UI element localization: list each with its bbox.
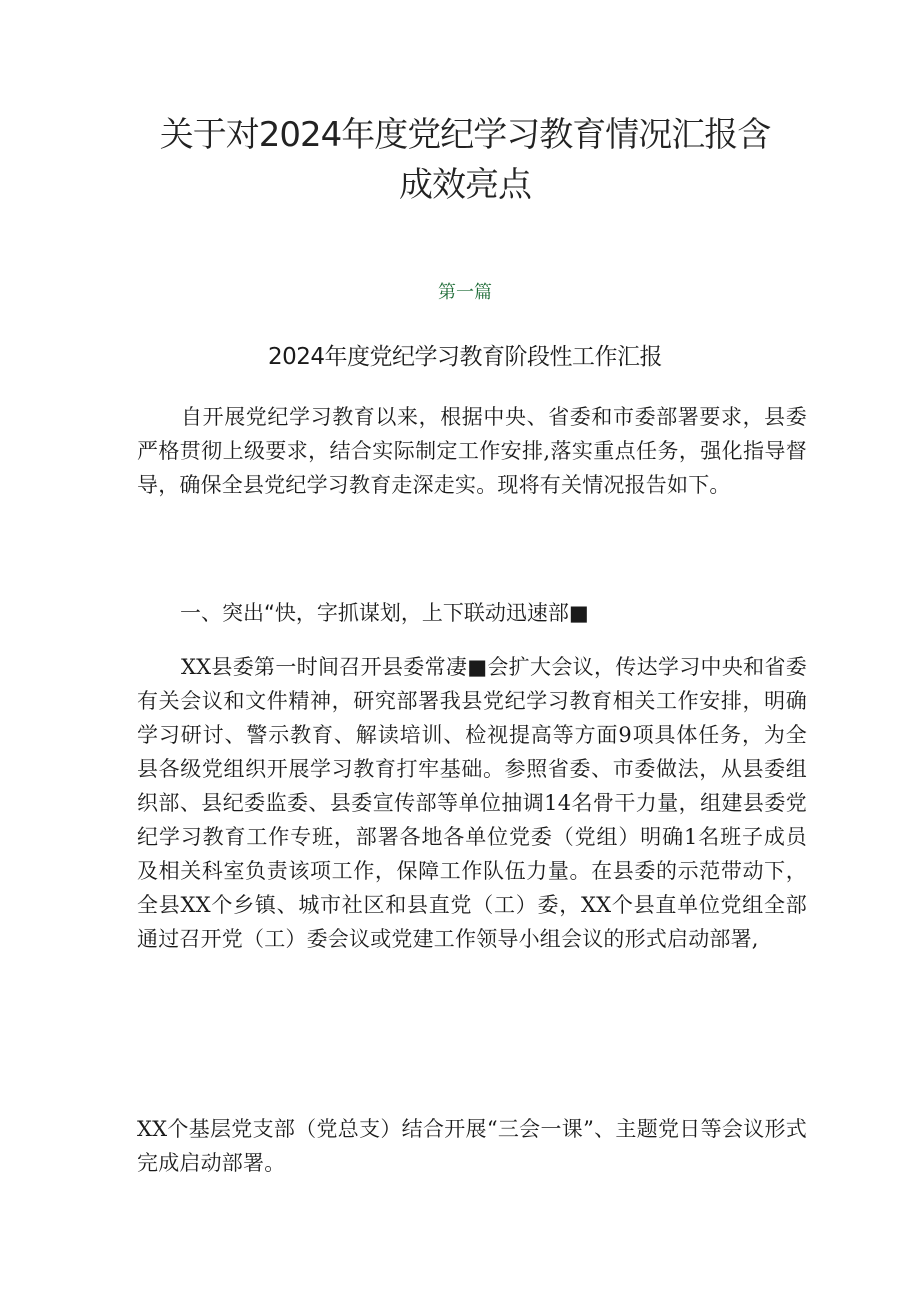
document-title-line-1: 关于对2024年度党纪学习教育情况汇报含 (159, 115, 771, 155)
section-label: 第一篇 (438, 282, 492, 303)
section-heading-1: 一、突出“快，字抓谋划，上下联动迅速部■ (180, 601, 589, 625)
body-paragraph-1: XX县委第一时间召开县委常凄■会扩大会议，传达学习中央和省委有关会议和文件精神，研究部署我县党纪学习教育相关工作安排，明确学习研讨、警示教育、解读培训、检视提高等方面9项具体任务，为全县各级党组织开展学习教育打牢基础。参照省委、市委做法，从县委组织部、县纪委监委、县委宣传部等单位抽调14名骨干力量，组建县委党纪学习教育工作专班，部署各地各单位党委（党组）明确1名班子成员及相关科室负责该项工作，保障工作队伍力量。在县委的示范带动下，全县XX个乡镇、城市社区和县直党（工）委，XX个县直单位党组全部通过召开党（工）委会议或党建工作领导小组会议的形式启动部署, (137, 655, 807, 951)
document-title-line-2: 成效亮点 (399, 165, 531, 205)
body-paragraph-2: XX个基层党支部（党总支）结合开展“三会一课”、主题党日等会议形式完成启动部署。 (137, 1117, 807, 1175)
intro-paragraph: 自开展党纪学习教育以来，根据中央、省委和市委部署要求，县委严格贯彻上级要求，结合实际制定工作安排,落实重点任务，强化指导督导，确保全县党纪学习教育走深走实。现将有关情况报告如下。 (137, 405, 807, 497)
document-title (120, 110, 810, 210)
report-subtitle: 2024年度党纪学习教育阶段性工作汇报 (267, 344, 663, 370)
